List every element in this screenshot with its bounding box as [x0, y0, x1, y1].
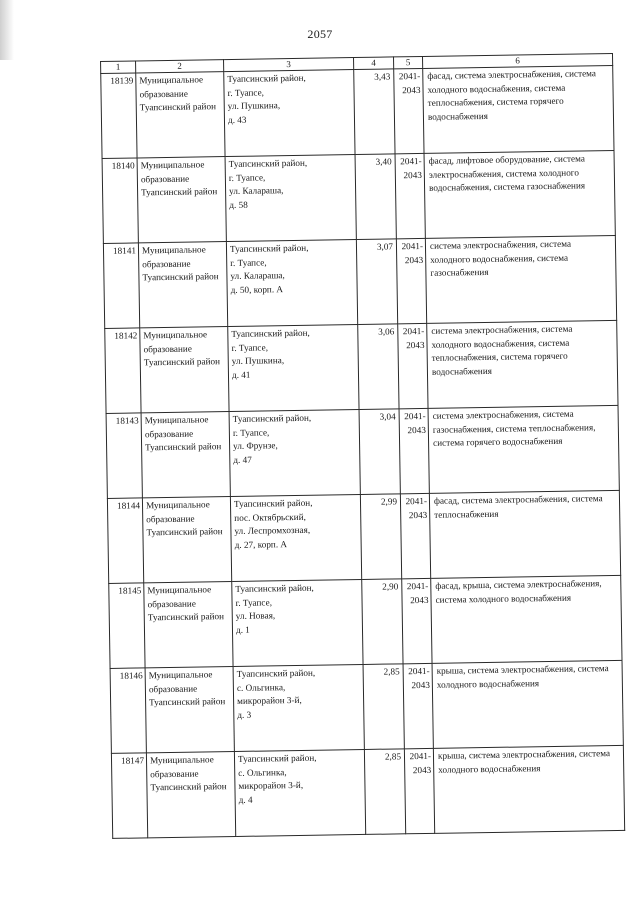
address-line: Туапсинский район, [231, 327, 310, 339]
address-line: ул. Фрунзе, [233, 440, 278, 451]
address-line: д. 27, корп. А [234, 538, 288, 550]
municipality-line: Муниципальное [148, 669, 213, 681]
works-text: фасад, лифтовое оборудование, система электроснабжения, система холодного водоснабжения, система газоснабжения [428, 153, 586, 193]
municipality-line: Муниципальное [149, 754, 214, 766]
address-line: ул. Пушкина, [227, 100, 281, 112]
address-line: г. Туапсе, [228, 171, 266, 183]
column-header-4: 4 [354, 57, 394, 70]
municipality-line: Туапсинский район [150, 781, 227, 793]
municipality-line: образование [143, 343, 192, 354]
period-line: 2041- [409, 750, 432, 762]
period-line: 2043 [411, 679, 430, 690]
column-header-5: 5 [394, 56, 423, 68]
address-line: с. Ольгинка, [238, 766, 287, 778]
register-table [100, 53, 625, 839]
row-number-cell: 18144 [107, 498, 143, 584]
address-line: микрорайон 3-й, [238, 779, 304, 791]
area-cell: 2,85 [363, 664, 404, 750]
municipality-line: образование [140, 173, 190, 184]
address-line: ул. Пушкина, [231, 355, 285, 366]
period-cell [395, 153, 425, 238]
row-number-cell: 18146 [110, 668, 146, 754]
municipality-cell [136, 72, 225, 158]
period-line: 2041- [406, 580, 429, 592]
address-line: пос. Октябрьский, [234, 511, 306, 523]
column-header-6: 6 [422, 53, 612, 68]
table-row [107, 490, 620, 583]
address-line: Туапсинский район, [233, 497, 313, 509]
period-line: 2043 [402, 84, 421, 95]
register-sheet [100, 53, 624, 831]
address-line: д. 3 [237, 709, 252, 720]
register-table-body [101, 53, 625, 838]
period-cell [402, 578, 432, 663]
period-cell [394, 68, 424, 153]
period-cell [404, 748, 434, 833]
column-header-1: 1 [101, 61, 136, 74]
municipality-line: образование [139, 88, 188, 99]
period-line: 2041- [400, 155, 422, 167]
municipality-cell [145, 667, 234, 753]
address-cell [234, 749, 365, 836]
municipality-line: образование [144, 428, 194, 439]
address-line: г. Туапсе, [232, 426, 270, 438]
table-row [111, 745, 624, 838]
period-line: 2043 [406, 339, 425, 350]
column-header-2: 2 [136, 60, 224, 73]
municipality-cell [142, 497, 231, 583]
address-line: д. 1 [235, 624, 250, 635]
address-cell [228, 325, 359, 412]
address-line: микрорайон 3-й, [237, 694, 302, 706]
period-line: 2041- [398, 70, 421, 82]
municipality-line: Муниципальное [145, 499, 210, 511]
address-line: с. Ольгинка, [236, 681, 286, 693]
row-number-cell: 18145 [109, 583, 145, 669]
period-line: 2043 [403, 169, 422, 180]
works-text: крыша, система электроснабжения, система холодного водоснабжения [436, 663, 609, 690]
address-cell [232, 579, 363, 666]
municipality-line: образование [146, 513, 195, 524]
period-cell [403, 663, 433, 748]
address-line: д. 50, корп. А [230, 283, 284, 295]
row-number-cell: 18139 [101, 73, 137, 159]
area-cell: 3,07 [356, 239, 397, 325]
works-cell [425, 235, 616, 323]
period-cell [398, 323, 428, 408]
period-line: 2043 [407, 424, 426, 435]
period-line: 2041- [405, 495, 428, 507]
address-line: д. 43 [227, 114, 247, 125]
works-text: система электроснабжения, система холодного водоснабжения, система газоснабжения [429, 238, 572, 278]
area-cell: 2,85 [364, 749, 405, 835]
column-header-3: 3 [224, 58, 354, 72]
works-cell [423, 65, 614, 153]
period-cell [399, 408, 429, 493]
area-cell: 3,06 [358, 324, 399, 410]
municipality-line: Туапсинский район [141, 186, 218, 198]
address-line: ул. Калараша, [230, 270, 285, 281]
period-cell [396, 238, 426, 323]
period-line: 2043 [410, 594, 429, 605]
address-line: д. 41 [231, 369, 251, 380]
municipality-line: Туапсинский район [142, 271, 219, 283]
municipality-line: Туапсинский район [143, 356, 221, 368]
address-line: г. Туапсе, [231, 341, 269, 353]
address-line: Туапсинский район, [232, 412, 312, 424]
table-row [109, 575, 622, 668]
table-row [106, 405, 619, 498]
page-number: 2057 [307, 27, 333, 41]
row-number-cell: 18142 [105, 328, 141, 414]
works-cell [433, 745, 624, 833]
municipality-line: Муниципальное [139, 74, 204, 86]
address-line: д. 58 [229, 199, 248, 210]
table-row [102, 150, 615, 243]
table-row [110, 660, 623, 753]
period-line: 2043 [412, 764, 432, 775]
municipality-line: Туапсинский район [146, 526, 223, 538]
municipality-cell [140, 327, 229, 413]
municipality-line: Туапсинский район [145, 441, 222, 453]
address-line: Туапсинский район, [229, 242, 309, 255]
table-row [105, 320, 618, 413]
works-cell [432, 660, 623, 748]
works-text: фасад, система электроснабжения, система теплоснабжения [433, 493, 603, 520]
area-cell: 2,90 [362, 579, 403, 665]
period-cell [400, 493, 430, 578]
municipality-cell [144, 582, 233, 668]
works-cell [429, 490, 620, 578]
works-cell [427, 320, 618, 408]
address-line: ул. Леспромхозная, [234, 524, 311, 536]
works-cell [428, 405, 619, 493]
municipality-line: Туапсинский район [147, 611, 225, 623]
municipality-line: Муниципальное [140, 159, 205, 171]
works-cell [431, 575, 622, 663]
period-line: 2041- [404, 410, 426, 422]
works-text: система электроснабжения, система газоснабжения, система теплоснабжения, система горячего водоснабжения [432, 408, 596, 448]
period-line: 2041- [401, 240, 424, 252]
municipality-line: образование [150, 768, 199, 779]
period-line: 2041- [408, 665, 430, 677]
address-line: ул. Калараша, [229, 185, 284, 197]
municipality-line: Туапсинский район [139, 101, 217, 113]
address-line: д. 4 [238, 794, 253, 805]
address-line: Туапсинский район, [236, 667, 316, 679]
address-line: г. Туапсе, [227, 86, 265, 98]
area-cell: 3,43 [354, 69, 395, 155]
municipality-line: Муниципальное [144, 414, 209, 426]
area-cell: 3,04 [359, 409, 400, 495]
period-line: 2041- [402, 325, 425, 337]
municipality-cell [141, 412, 230, 498]
address-cell [229, 409, 360, 496]
address-cell [225, 155, 356, 242]
area-cell: 2,99 [360, 494, 401, 580]
works-text: фасад, крыша, система электроснабжения, система холодного водоснабжения [435, 578, 602, 605]
works-text: крыша, система электроснабжения, система холодного водоснабжения [437, 748, 611, 775]
municipality-line: Муниципальное [147, 584, 212, 596]
municipality-cell [138, 242, 227, 328]
address-line: Туапсинский район, [235, 582, 314, 594]
address-line: ул. Новая, [235, 610, 276, 621]
municipality-line: образование [142, 258, 191, 269]
municipality-line: Туапсинский район [149, 696, 226, 708]
municipality-line: Муниципальное [143, 329, 208, 341]
address-line: Туапсинский район, [227, 72, 306, 85]
municipality-line: образование [147, 598, 196, 609]
address-line: д. 47 [233, 454, 252, 465]
row-number-cell: 18140 [102, 158, 138, 244]
municipality-line: образование [148, 683, 198, 694]
row-number-cell: 18147 [111, 753, 147, 839]
table-row [103, 235, 616, 328]
works-cell [424, 150, 615, 238]
table-row [101, 65, 614, 158]
row-number-cell: 18141 [103, 243, 139, 329]
address-cell [224, 70, 355, 157]
address-cell [226, 240, 357, 327]
period-line: 2043 [408, 509, 428, 520]
address-line: Туапсинский район, [228, 157, 308, 170]
row-number-cell: 18143 [106, 413, 142, 499]
area-cell: 3,40 [355, 154, 396, 240]
municipality-cell [137, 157, 226, 243]
address-line: г. Туапсе, [235, 596, 273, 608]
address-cell [233, 664, 364, 751]
works-text: фасад, система электроснабжения, система холодного водоснабжения, система теплоснабжения, система горячего водоснабжения [427, 68, 597, 122]
works-text: система электроснабжения, система холодного водоснабжения, система теплоснабжения, система горячего водоснабжения [431, 323, 573, 377]
period-line: 2043 [404, 254, 424, 265]
address-line: Туапсинский район, [237, 752, 317, 764]
municipality-cell [146, 751, 235, 837]
municipality-line: Муниципальное [141, 244, 206, 256]
address-cell [230, 494, 361, 581]
address-line: г. Туапсе, [230, 256, 267, 268]
